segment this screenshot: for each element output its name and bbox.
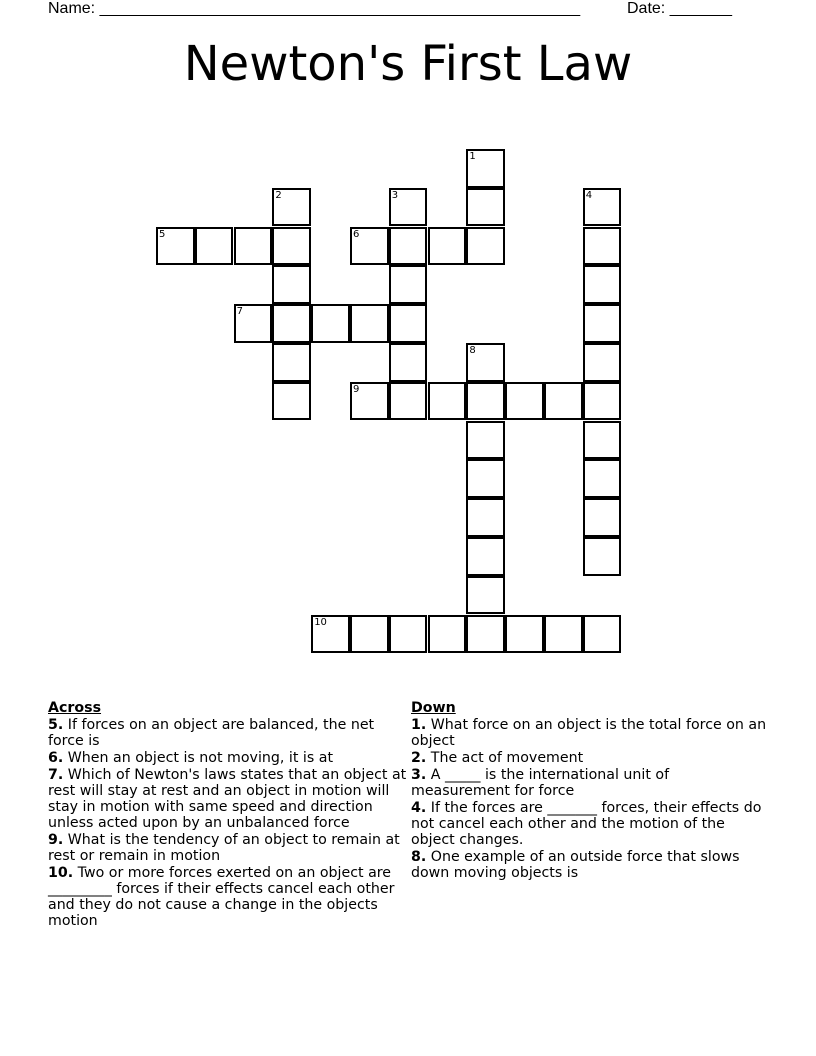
crossword-cell[interactable]: [389, 343, 428, 382]
cell-number: 4: [585, 189, 593, 201]
crossword-cell[interactable]: [466, 615, 505, 654]
crossword-cell[interactable]: [583, 227, 622, 266]
crossword-cell[interactable]: [583, 188, 622, 227]
crossword-cell[interactable]: [544, 382, 583, 421]
clue-item: [411, 717, 771, 749]
crossword-cell[interactable]: [311, 304, 350, 343]
crossword-cell[interactable]: [272, 304, 311, 343]
crossword-cell[interactable]: [428, 382, 467, 421]
clue-item: [411, 767, 771, 799]
crossword-cell[interactable]: [272, 227, 311, 266]
crossword-cell[interactable]: [272, 265, 311, 304]
clue-number: 5.: [48, 717, 64, 733]
crossword-cell[interactable]: [583, 304, 622, 343]
crossword-cell[interactable]: [428, 227, 467, 266]
date-field-label: Date: _______: [627, 0, 732, 17]
clue-number: 4.: [411, 800, 427, 816]
clue-item: [48, 750, 408, 766]
clue-item: [48, 767, 408, 831]
cell-number: 1: [469, 151, 476, 162]
clue-item: [411, 800, 771, 848]
page-title: Newton's First Law: [183, 36, 633, 92]
crossword-cell[interactable]: [466, 227, 505, 266]
clue-text: What force on an object is the total force on an object: [411, 717, 767, 749]
crossword-cell[interactable]: [583, 421, 622, 460]
crossword-cell[interactable]: [466, 576, 505, 615]
crossword-cell[interactable]: [466, 537, 505, 576]
cell-number: 10: [314, 616, 327, 628]
crossword-cell[interactable]: [272, 343, 311, 382]
clue-text: Two or more forces exerted on an object are _________ forces if their effects cancel each other and they do not cause a change in the objects motion: [48, 865, 395, 929]
crossword-cell[interactable]: [311, 615, 350, 654]
clue-number: 7.: [48, 767, 64, 783]
crossword-cell[interactable]: [583, 265, 622, 304]
crossword-cell[interactable]: [272, 188, 311, 227]
cell-number: 8: [469, 345, 476, 356]
clue-item: [48, 717, 408, 749]
cell-number: 3: [391, 189, 399, 201]
crossword-cell[interactable]: [389, 188, 428, 227]
clue-number: 1.: [411, 717, 427, 733]
clue-text: What is the tendency of an object to remain at rest or remain in motion: [48, 832, 400, 864]
crossword-cell[interactable]: [466, 343, 505, 382]
clue-text: If the forces are _______ forces, their effects do not cancel each other and the motion of the object changes.: [411, 800, 762, 848]
clue-text: Which of Newton's laws states that an object at rest will stay at rest and an object in motion will stay in motion with same speed and direction unless acted upon by an unbalanced force: [48, 767, 407, 831]
crossword-cell[interactable]: [195, 227, 234, 266]
crossword-cell[interactable]: [389, 227, 428, 266]
crossword-cell[interactable]: [389, 304, 428, 343]
down-clues: [411, 700, 771, 882]
crossword-cell[interactable]: [272, 382, 311, 421]
cell-number: 6: [353, 228, 360, 240]
crossword-cell[interactable]: [234, 227, 273, 266]
clue-number: 3.: [411, 767, 427, 783]
down-heading: Down: [411, 700, 456, 716]
clue-number: 10.: [48, 865, 74, 881]
clue-item: [48, 832, 408, 864]
across-heading: Across: [48, 700, 102, 716]
clue-text: A _____ is the international unit of measurement for force: [411, 767, 670, 799]
crossword-cell[interactable]: [389, 615, 428, 654]
crossword-cell[interactable]: [389, 265, 428, 304]
crossword-cell[interactable]: [466, 459, 505, 498]
crossword-cell[interactable]: [234, 304, 273, 343]
clue-text: One example of an outside force that slows down moving objects is: [411, 849, 740, 881]
crossword-cell[interactable]: [350, 304, 389, 343]
clue-text: The act of movement: [430, 750, 584, 766]
crossword-cell[interactable]: [583, 459, 622, 498]
crossword-cell[interactable]: [583, 343, 622, 382]
crossword-cell[interactable]: [428, 615, 467, 654]
clue-item: [48, 865, 408, 929]
clue-number: 8.: [411, 849, 427, 865]
clue-number: 9.: [48, 832, 64, 848]
across-clues: [48, 700, 408, 930]
crossword-cell[interactable]: [350, 227, 389, 266]
clue-number: 2.: [411, 750, 427, 766]
crossword-cell[interactable]: [350, 382, 389, 421]
clue-text: When an object is not moving, it is at: [67, 750, 334, 766]
cell-number: 2: [275, 189, 282, 201]
crossword-cell[interactable]: [583, 537, 622, 576]
crossword-cell[interactable]: [583, 498, 622, 537]
name-field-label: Name: ______________________________________________________: [48, 0, 581, 17]
crossword-cell[interactable]: [466, 188, 505, 227]
crossword-cell[interactable]: [466, 421, 505, 460]
crossword-cell[interactable]: [544, 615, 583, 654]
crossword-cell[interactable]: [350, 615, 389, 654]
crossword-cell[interactable]: [583, 615, 622, 654]
crossword-cell[interactable]: [583, 382, 622, 421]
clue-item: [411, 750, 771, 766]
clue-item: [411, 849, 771, 881]
crossword-cell[interactable]: [466, 498, 505, 537]
crossword-cell[interactable]: [505, 615, 544, 654]
crossword-cell[interactable]: [389, 382, 428, 421]
crossword-cell[interactable]: [505, 382, 544, 421]
crossword-cell[interactable]: [466, 382, 505, 421]
clue-number: 6.: [48, 750, 64, 766]
crossword-cell[interactable]: [466, 149, 505, 188]
cell-number: 7: [236, 306, 243, 318]
cell-number: 9: [353, 383, 360, 395]
cell-number: 5: [159, 228, 166, 240]
crossword-cell[interactable]: [156, 227, 195, 266]
clue-text: If forces on an object are balanced, the net force is: [48, 717, 375, 749]
